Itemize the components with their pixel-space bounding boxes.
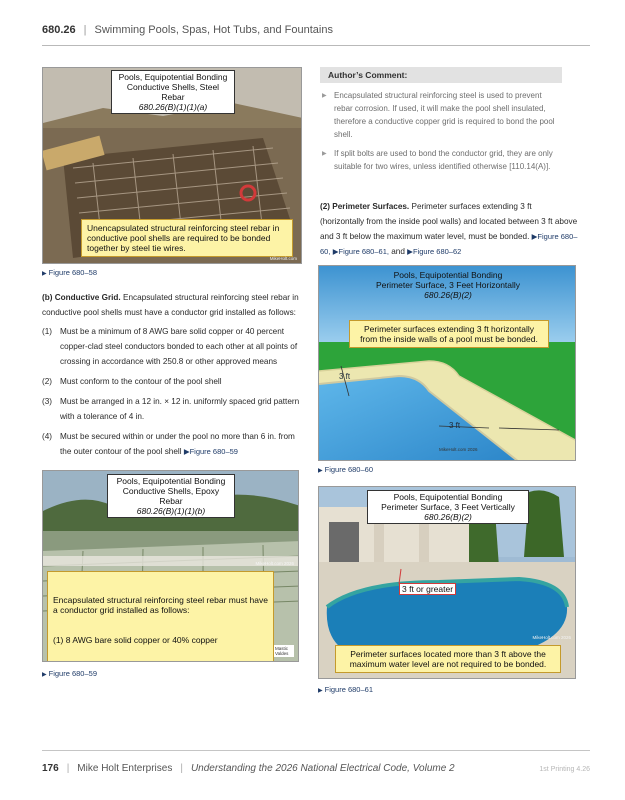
figure-caption <box>111 70 235 114</box>
code-reference: 680.26(B)(1)(1)(b) <box>136 506 206 516</box>
section-number: 680.26 <box>42 24 76 36</box>
page-header <box>42 24 590 46</box>
arrow-icon: ▶ <box>318 468 323 474</box>
printing-info: 1st Printing 4.26 <box>539 766 590 773</box>
authors-comment <box>320 67 562 187</box>
caption-title: Pools, Equipotential Bonding Perimeter Surface, 3 Feet Horizontally <box>375 270 521 290</box>
page-footer <box>42 750 590 774</box>
watermark: MikeHolt.com 2026 <box>255 561 294 566</box>
arrow-icon: ▶ <box>407 247 413 256</box>
triangle-icon: ▶ <box>322 93 327 99</box>
list-item: (2) Must conform to the contour of the pool shell <box>42 377 222 386</box>
paragraph-heading: (b) Conductive Grid. <box>42 293 121 302</box>
arrow-icon: ▶ <box>332 247 339 256</box>
figure-reference[interactable]: ▶Figure 680–61, <box>332 247 389 256</box>
figure-680-58 <box>42 67 302 264</box>
figure-680-59 <box>42 470 299 662</box>
triangle-icon: ▶ <box>322 151 327 157</box>
figure-label: ▶ Figure 680–58 <box>42 268 97 277</box>
footer-separator: | <box>180 763 183 774</box>
figure-caption <box>107 474 235 518</box>
watermark: MikeHolt.com 2026 <box>532 635 571 640</box>
paragraph-heading: (2) Perimeter Surfaces. <box>320 202 410 211</box>
arrow-icon: ▶ <box>318 688 323 694</box>
figure-label: ▶ Figure 680–59 <box>42 669 97 678</box>
dimension-label: 3 ft <box>339 372 351 381</box>
figure-note: Unencapsulated structural reinforcing steel rebar in conductive pool shells are required to be bonded together by steel tie wires. <box>81 219 293 257</box>
watermark: MikeHolt.com <box>269 256 297 261</box>
chapter-title: Swimming Pools, Spas, Hot Tubs, and Fountains <box>94 24 333 36</box>
page-number: 176 <box>42 763 59 774</box>
code-reference: 680.26(B)(1)(1)(a) <box>138 102 208 112</box>
figure-680-60 <box>318 265 576 461</box>
figure-reference[interactable]: ▶Figure 680–59 <box>183 447 238 456</box>
code-reference: 680.26(B)(2) <box>424 512 472 522</box>
header-separator: | <box>83 24 87 36</box>
figure-680-61 <box>318 486 576 679</box>
figure-reference[interactable]: ▶Figure 680–60, <box>320 232 578 256</box>
arrow-icon: ▶ <box>42 672 47 678</box>
figure-reference[interactable]: ▶Figure 680–62 <box>407 247 462 256</box>
comment-heading: Author’s Comment: <box>320 67 562 83</box>
figure-label: ▶ Figure 680–60 <box>318 465 373 474</box>
caption-title: Pools, Equipotential Bonding Perimeter Surface, 3 Feet Vertically <box>381 492 515 512</box>
figure-note: Perimeter surfaces located more than 3 ft above the maximum water level are not required to be bonded. <box>335 645 561 673</box>
caption-title: Pools, Equipotential Bonding Conductive Shells, Epoxy Rebar <box>116 476 226 506</box>
small-label: Mastic Valdes <box>274 645 294 657</box>
list-item: (4) Must be secured within or under the pool no more than 6 in. from the outer contour of the pool shell ▶Figure 680–59 <box>42 432 295 456</box>
list-item: (3) Must be arranged in a 12 in. × 12 in. uniformly spaced grid pattern with a tolerance of 4 in. <box>42 397 300 421</box>
figure-note: Perimeter surfaces extending 3 ft horizontally from the inside walls of a pool must be bonded. <box>349 320 549 348</box>
list-item: (1) Must be a minimum of 8 AWG bare solid copper or 40 percent copper-clad steel conductors bonded to each other at all points of crossing in accordance with 250.8 or other approved means <box>42 327 298 366</box>
watermark: MikeHolt.com 2026 <box>439 447 478 452</box>
caption-title: Pools, Equipotential Bonding Conductive Shells, Steel Rebar <box>118 72 228 102</box>
footer-separator: | <box>66 763 70 774</box>
book-title: Understanding the 2026 National Electrical Code, Volume 2 <box>190 763 455 774</box>
conductive-grid-paragraph: (b) Conductive Grid. Encapsulated structural reinforcing steel rebar in conductive pool shells must have a conductor grid installed as follows: <box>42 293 299 317</box>
arrow-icon: ▶ <box>183 447 190 456</box>
figure-caption <box>363 269 533 301</box>
dimension-label: 3 ft <box>449 421 461 430</box>
figure-caption <box>367 490 529 524</box>
perimeter-surfaces-paragraph: (2) Perimeter Surfaces. Perimeter surfaces extending 3 ft (horizontally from the inside pool walls) and located between 3 ft above and 3 ft below the maximum water level, must be bonded. ▶Figure 680–60, ▶Figure 680–61, and ▶Figure 680–62 <box>320 202 578 256</box>
figure-label: ▶ Figure 680–61 <box>318 685 373 694</box>
dimension-label: 3 ft or greater <box>399 583 456 595</box>
requirements-list <box>42 324 304 464</box>
code-reference: 680.26(B)(2) <box>424 290 472 300</box>
publisher-name: Mike Holt Enterprises <box>77 763 173 774</box>
comment-item: ▶ If split bolts are used to bond the conductor grid, they are only suitable for two wires, unless identified otherwise [110.14(A)]. <box>322 149 553 171</box>
comment-item: ▶ Encapsulated structural reinforcing steel is used to prevent rebar corrosion. If used, it will make the pool shell insulated, therefore a conductive copper grid is required to bond the pool shell. <box>322 91 555 139</box>
figure-note: Encapsulated structural reinforcing steel rebar must have a conductor grid installed as follows: (1) 8 AWG bare solid copper or 40% copper <box>47 571 274 662</box>
arrow-icon: ▶ <box>531 232 538 241</box>
arrow-icon: ▶ <box>42 271 47 277</box>
